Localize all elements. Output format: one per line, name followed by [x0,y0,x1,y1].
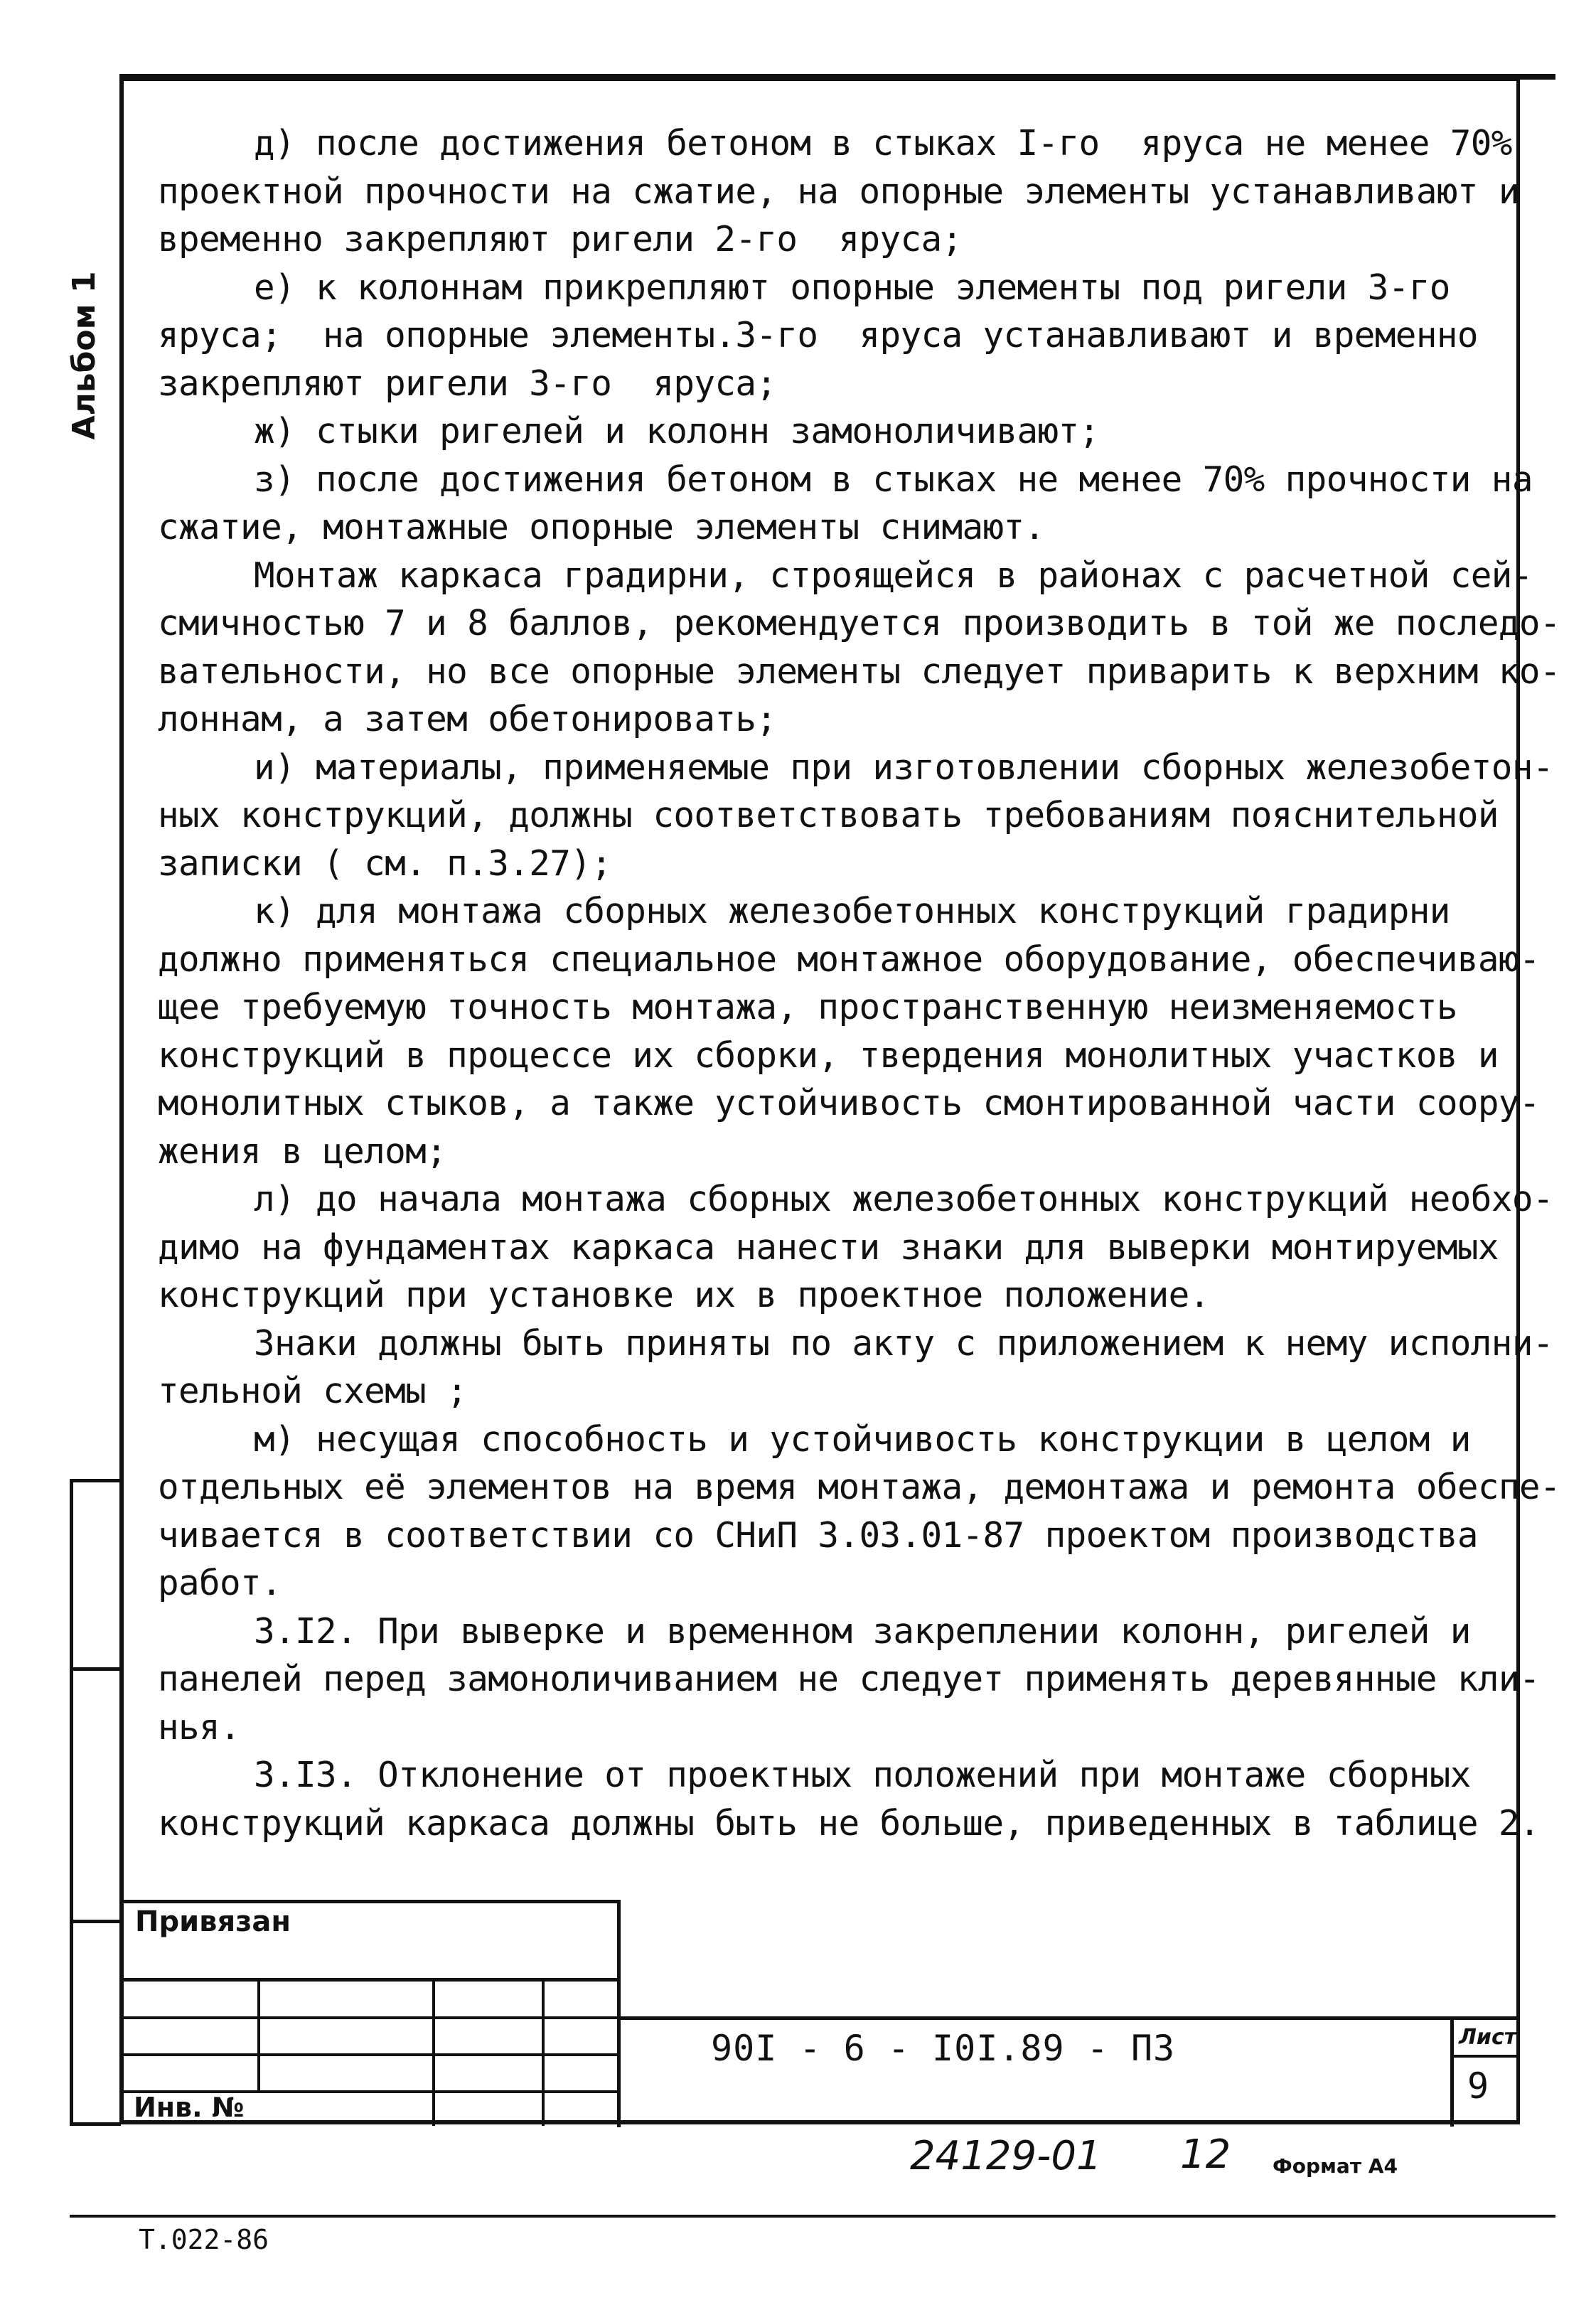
text-line: жения в целом; [158,1130,447,1172]
handwritten-order-number: 24129-01 [910,2133,1102,2179]
text-line: временно закрепляют ригели 2-го яруса; [158,218,963,260]
tb-row-3 [119,2053,621,2056]
text-line: лоннам, а затем обетонировать; [158,698,777,739]
margin-stamp-box-2 [70,1667,121,1923]
text-line: проектной прочности на сжатие, на опорные элементы устанавливают и [158,170,1519,212]
text-line: и) материалы, применяемые при изготовлении сборных железобетон- [254,746,1553,788]
text-line: закрепляют ригели 3-го яруса; [158,362,777,404]
text-line: конструкций при установке их в проектное положение. [158,1274,1210,1315]
text-line: отдельных её элементов на время монтажа, демонтажа и ремонта обеспе- [158,1466,1560,1507]
text-line: яруса; на опорные элементы.3-го яруса устанавливают и временно [158,314,1478,355]
format-label: Формат А4 [1273,2154,1398,2178]
tb-privyazan-top [119,1900,621,1903]
text-line: к) для монтажа сборных железобетонных конструкций градирни [254,890,1450,931]
album-label: Альбом 1 [65,271,102,440]
text-line: ж) стыки ригелей и колонн замоноличивают; [254,410,1100,451]
body-text [158,119,1560,1847]
document-designation: 90I - 6 - I0I.89 - ПЗ [711,2028,1176,2069]
margin-stamp-box-3 [70,1920,121,2126]
inv-no-label: Инв. № [134,2092,245,2123]
text-line: тельной схемы ; [158,1370,468,1411]
text-line: вательности, но все опорные элементы следует приварить к верхним ко- [158,650,1560,692]
text-line: л) до начала монтажа сборных железобетонных конструкций необхо- [254,1178,1553,1219]
tb-col-1 [257,1978,260,2092]
text-line: работ. [158,1562,282,1603]
text-line: конструкций каркаса должны быть не больше, приведенных в таблице 2. [158,1802,1540,1844]
tb-main-top [617,2016,1520,2020]
text-line: 3.I3. Отклонение от проектных положений при монтаже сборных [254,1754,1471,1795]
text-line: з) после достижения бетоном в стыках не менее 70% прочности на [254,458,1533,500]
text-line: панелей перед замоноличиванием не следует применять деревянные кли- [158,1658,1540,1699]
tb-sheet-left [1450,2016,1454,2127]
text-line: сжатие, монтажные опорные элементы снимают. [158,506,1045,547]
text-line: должно применяться специальное монтажное оборудование, обеспечиваю- [158,938,1540,980]
text-line: чивается в соответствии со СНиП 3.03.01-87 проектом производства [158,1514,1478,1556]
privyazan-label: Привязан [135,1905,291,1938]
text-line: записки ( см. п.3.27); [158,842,612,884]
sheet-label: Лист [1459,2025,1517,2050]
tb-row-1 [119,1978,621,1982]
tb-sheet-divider [1450,2055,1520,2058]
footer-rule [70,2215,1555,2218]
handwritten-page-number: 12 [1180,2132,1231,2178]
text-line: 3.I2. При выверке и временном закреплении колонн, ригелей и [254,1610,1471,1652]
text-line: димо на фундаментах каркаса нанести знаки для выверки монтируемых [158,1226,1499,1268]
text-line: ных конструкций, должны соответствовать требованиям пояснительной [158,794,1499,835]
text-line: нья. [158,1706,241,1748]
text-line: д) после достижения бетоном в стыках I-го яруса не менее 70% [254,122,1512,164]
margin-stamp-box-1 [70,1479,121,1671]
text-line: монолитных стыков, а также устойчивость смонтированной части соору- [158,1082,1540,1123]
text-line: е) к колоннам прикрепляют опорные элементы под ригели 3-го [254,266,1450,308]
text-line: м) несущая способность и устойчивость конструкции в целом и [254,1418,1471,1460]
tb-privyazan-right [617,1900,621,2127]
form-code: Т.022-86 [139,2224,269,2255]
text-line: конструкций в процессе их сборки, твердения монолитных участков и [158,1034,1499,1076]
tb-row-2 [119,2016,621,2019]
tb-col-2 [432,1978,435,2126]
text-line: Знаки должны быть приняты по акту с приложением к нему исполни- [254,1322,1553,1364]
text-line: щее требуемую точность монтажа, пространственную неизменяемость [158,986,1457,1027]
sheet-number: 9 [1467,2065,1489,2107]
text-line: Монтаж каркаса градирни, строящейся в районах с расчетной сей- [254,554,1533,596]
text-line: смичностью 7 и 8 баллов, рекомендуется производить в той же последо- [158,602,1560,643]
tb-col-3 [542,1978,545,2126]
